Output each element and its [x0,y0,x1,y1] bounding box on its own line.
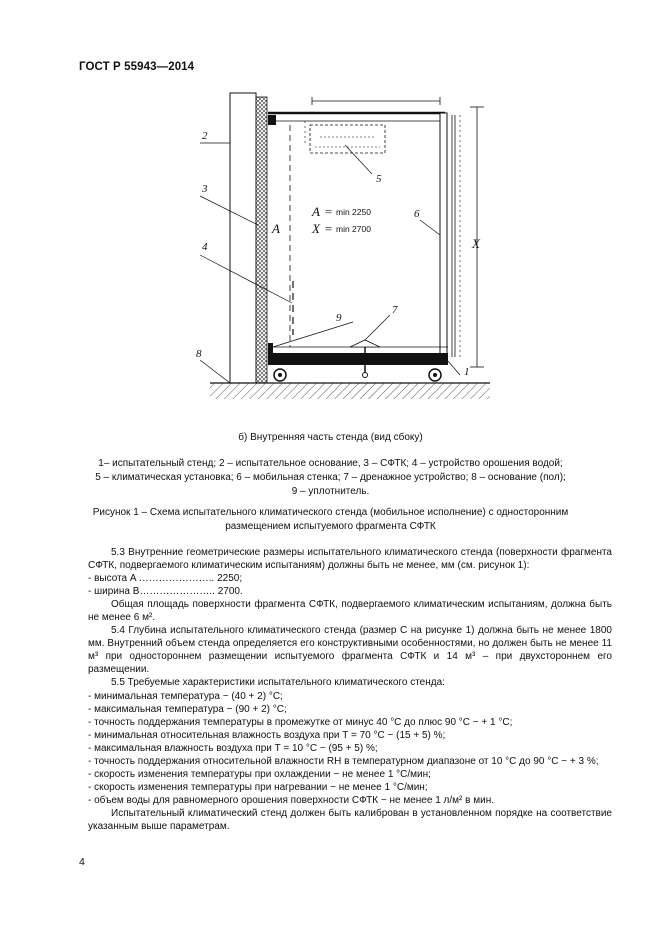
label-5: 5 [376,173,382,185]
etics-layer [256,97,267,383]
mobile-platform [268,353,448,365]
legend-line-1: 1– испытательный стенд; 2 – испытательное основание, 3 – СФТК; 4 – устройство орошения водой; [98,458,563,469]
test-base-wall [230,93,256,383]
page-number: 4 [79,856,85,868]
dim-a-eq: = [324,204,333,219]
req-min-humidity: - минимальная относительная влажность воздуха при T = 70 °C − (15 + 5) %; [88,729,446,741]
req-heating-rate: - скорость изменения температуры при нагревании − не менее 1 °C/мин; [88,781,428,793]
label-9: 9 [336,312,342,324]
climate-unit [310,125,385,153]
body-text [88,546,612,833]
label-2: 2 [202,130,208,142]
figure-title-line-2: размещением испытуемого фрагмента СФТК [225,521,436,532]
document-header: ГОСТ Р 55943—2014 [79,61,195,73]
paragraph-5-4: 5.4 Глубина испытательного климатического стенда (размер C на рисунке 1) должна быть не менее 1800 мм. Внутренний объем стенда определяется его конструктивными особенностями, но должен быть не менее 11 м³ при одностороннем размещении испытуемого фрагмента СФТК и 14 м³ – при двухстороннем его размещении. [88,625,612,676]
dim-x-value: min 2700 [336,224,371,234]
figure-title-line-1: Рисунок 1 – Схема испытательного климатического стенда (мобильное исполнение) с односторонним [92,507,569,518]
req-max-temp: - максимальная температура − (90 + 2) °C; [88,703,287,715]
figure-subcaption: б) Внутренняя часть стенда (вид сбоку) [238,432,423,443]
dim-a-value: min 2250 [336,207,371,217]
label-6: 6 [414,208,420,220]
figure-legend [60,457,601,499]
item-width: - ширина B………………….. 2700. [88,586,243,598]
dim-x-var: X [312,221,320,236]
label-dim-a: A [272,221,280,236]
legend-line-2: 5 – климатическая установка; 6 – мобильная стенка; 7 – дренажное устройство; 8 – основание (пол); [95,472,566,483]
req-cooling-rate: - скорость изменения температуры при охлаждении − не менее 1 °C/мин; [88,768,431,780]
label-8: 8 [196,348,202,360]
floor-base [210,383,490,399]
dim-x-eq: = [324,221,333,236]
label-1: 1 [464,366,470,378]
figure-diagram [190,85,500,415]
seal [268,343,273,353]
paragraph-calibration: Испытательный климатический стенд должен быть калиброван в установленном порядке на соответствие указанным выше параметрам. [88,807,612,832]
mobile-wall [440,113,447,361]
label-7: 7 [392,304,398,316]
req-temp-accuracy: - точность поддержания температуры в промежутке от минус 40 °C до плюс 90 °C − + 1 °C; [88,716,513,728]
label-3: 3 [202,183,208,195]
item-height: - высота A ………………….. 2250; [88,573,243,585]
req-humidity-accuracy: - точность поддержания относительной влажности RH в температурном диапазоне от 10 °C до 90 °C − + 3 %; [88,755,599,767]
req-max-humidity: - максимальная влажность воздуха при T = 10 °C − (95 + 5) %; [88,742,378,754]
side-view-drawing [190,85,500,415]
legend-line-3: 9 – уплотнитель. [291,486,370,497]
paragraph-5-3: 5.3 Внутренние геометрические размеры испытательного климатического стенда (поверхности фрагмента СФТК, подвергаемого климатическим испытаниям) должны быть не менее, мм (см. рисунок 1): [88,547,612,572]
req-water-volume: - объем воды для равномерного орошения поверхности СФТК − не менее 1 л/м² в мин. [88,794,494,806]
figure-title [60,506,601,534]
label-dim-x: X [472,236,480,251]
paragraph-5-5: 5.5 Требуемые характеристики испытательного климатического стенда: [111,677,445,689]
label-4: 4 [202,241,208,253]
paragraph-area: Общая площадь поверхности фрагмента СФТК, подвергаемого климатическим испытаниям, должна быть не менее 6 м². [88,599,612,624]
req-min-temp: - минимальная температура − (40 + 2) °C; [88,690,283,702]
dim-a-var: A [312,204,320,219]
